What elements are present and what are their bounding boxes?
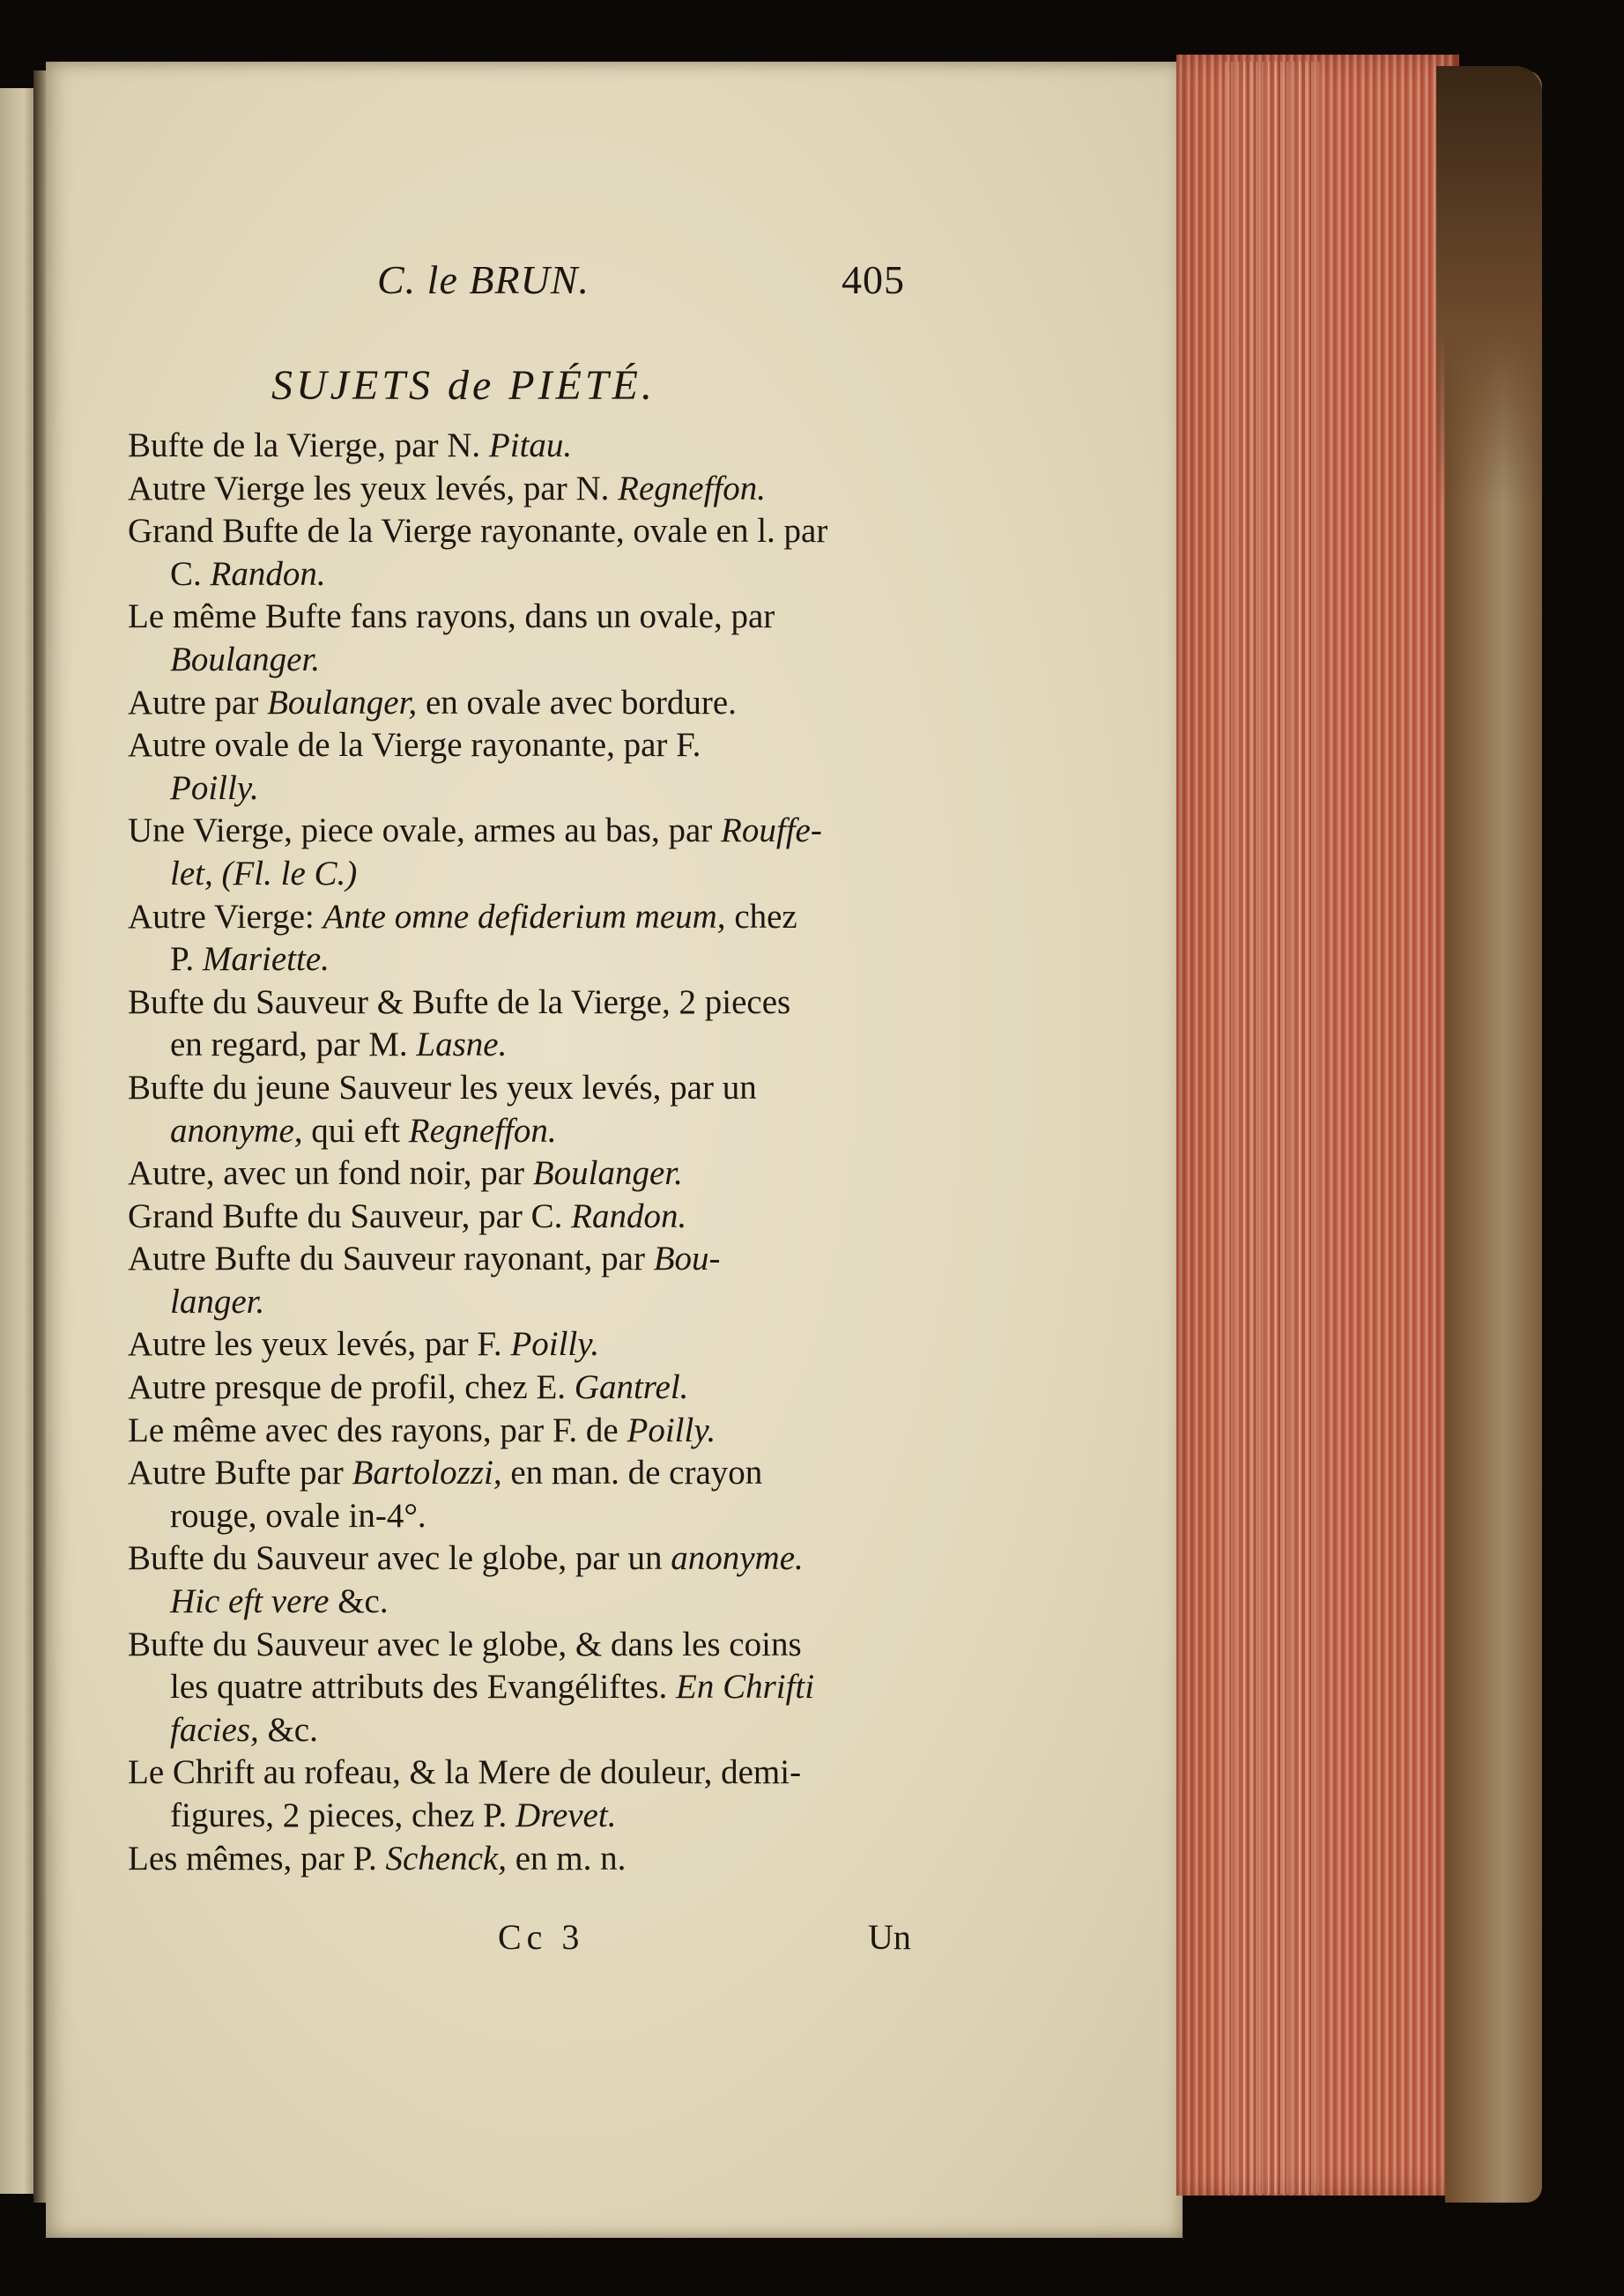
entry-text: Le Chrift au rofeau, & la Mere de douleur, demi- [128, 1753, 802, 1792]
italic-text: Poilly. [627, 1411, 716, 1449]
entry-text: Bufte du Sauveur & Bufte de la Vierge, 2 pieces [128, 982, 791, 1021]
entry-line [128, 1238, 921, 1281]
entry-text: Le même Bufte fans rayons, dans un ovale, par [128, 597, 775, 636]
catchword: Un [868, 1917, 911, 1957]
entry-line [128, 425, 921, 468]
entry-continuation-line [128, 553, 921, 596]
entry-text: Autre ovale de la Vierge rayonante, par F. [128, 726, 701, 765]
catalogue-entry [128, 810, 921, 895]
entry-list [128, 425, 921, 1880]
italic-text: Boulanger. [170, 640, 321, 678]
entry-text: en m. n. [506, 1839, 627, 1878]
catalogue-entry [128, 510, 921, 596]
section-title: SUJETS de PIÉTÉ. [271, 362, 656, 409]
entry-line [128, 1366, 921, 1410]
entry-line [128, 510, 921, 553]
italic-text: Regneffon. [408, 1111, 557, 1150]
entry-line [128, 724, 921, 767]
catalogue-entry [128, 1152, 921, 1196]
catalogue-entry [128, 682, 921, 725]
entry-continuation-line [128, 1581, 921, 1624]
catalogue-entry [128, 1238, 921, 1323]
entry-continuation-line [128, 853, 921, 896]
entry-continuation-line [128, 938, 921, 981]
entry-continuation-line [128, 1281, 921, 1324]
entry-text: Autre les yeux levés, par F. [128, 1325, 511, 1364]
catalogue-entry [128, 596, 921, 681]
entry-continuation-line [128, 767, 921, 811]
entry-continuation-line [128, 1666, 921, 1709]
italic-text: langer. [170, 1282, 265, 1321]
catalogue-entry [128, 896, 921, 981]
entry-line [128, 896, 921, 939]
italic-text: Poilly. [170, 768, 259, 807]
catalogue-entry [128, 1752, 921, 1837]
italic-text: Randon. [210, 554, 326, 593]
entry-line [128, 1537, 921, 1581]
catalogue-entry [128, 1452, 921, 1537]
italic-text: Boulanger, [267, 683, 418, 722]
page-number: 405 [842, 257, 905, 302]
italic-text: Hic eft vere [170, 1582, 330, 1621]
italic-text: En Chrifti [676, 1668, 815, 1707]
entry-line [128, 810, 921, 853]
entry-text: Le même avec des rayons, par F. de [128, 1411, 627, 1449]
entry-line [128, 682, 921, 725]
italic-text: Rouffe- [721, 811, 822, 850]
italic-text: Regneffon. [618, 469, 767, 507]
entry-text: en regard, par M. [170, 1026, 417, 1064]
entry-text: Grand Bufte de la Vierge rayonante, ovale en l. par [128, 512, 828, 551]
entry-text: Les mêmes, par P. [128, 1839, 386, 1878]
entry-text: Autre Bufte par [128, 1454, 352, 1492]
signature-mark: Cc 3 [498, 1917, 585, 1957]
entry-text: Bufte de la Vierge, par N. [128, 426, 489, 464]
entry-text: en man. de crayon [501, 1454, 763, 1492]
entry-text: &c. [258, 1710, 318, 1749]
italic-text: Mariette. [202, 940, 330, 979]
entry-text: chez [725, 897, 797, 936]
catalogue-entry [128, 1624, 921, 1752]
entry-text: Grand Bufte du Sauveur, par C. [128, 1196, 572, 1235]
entry-line [128, 1752, 921, 1795]
catalogue-entry [128, 425, 921, 468]
running-title: C. le BRUN. [377, 257, 590, 302]
entry-text: Bufte du Sauveur avec le globe, & dans les coins [128, 1625, 802, 1663]
entry-line [128, 1838, 921, 1881]
italic-text: Pitau. [488, 426, 573, 464]
catalogue-entry [128, 1410, 921, 1453]
entry-text: rouge, ovale in-4°. [170, 1496, 426, 1535]
entry-text: Une Vierge, piece ovale, armes au bas, par [128, 811, 722, 850]
catalogue-entry [128, 1067, 921, 1152]
entry-text: P. [170, 940, 203, 979]
catalogue-entry [128, 1196, 921, 1239]
entry-line [128, 596, 921, 639]
entry-line [128, 1323, 921, 1366]
entry-text: les quatre attributs des Evangéliftes. [170, 1668, 676, 1707]
entry-continuation-line [128, 639, 921, 682]
catalogue-entry [128, 1366, 921, 1410]
catalogue-entry [128, 1323, 921, 1366]
entry-continuation-line [128, 1495, 921, 1538]
entry-line [128, 1624, 921, 1667]
entry-text: C. [170, 554, 211, 593]
entry-continuation-line [128, 1709, 921, 1752]
entry-text: qui eft [302, 1111, 409, 1150]
entry-continuation-line [128, 1024, 921, 1067]
catalogue-entry [128, 1838, 921, 1881]
entry-text: en ovale avec bordure. [417, 683, 737, 722]
italic-text: Schenck, [385, 1839, 507, 1878]
entry-text: Bufte du jeune Sauveur les yeux levés, par un [128, 1068, 757, 1107]
entry-text: Autre Bufte du Sauveur rayonant, par [128, 1240, 654, 1278]
italic-text: facies, [170, 1710, 259, 1749]
catalogue-entry [128, 724, 921, 810]
italic-text: let, (Fl. le C.) [170, 854, 358, 892]
entry-text: Autre presque de profil, chez E. [128, 1368, 575, 1407]
italic-text: Boulanger. [532, 1154, 683, 1193]
italic-text: Bartolozzi, [352, 1454, 502, 1492]
italic-text: Ante omne defiderium meum, [323, 897, 726, 936]
entry-text: Autre Vierge: [128, 897, 323, 936]
italic-text: Poilly. [510, 1325, 600, 1364]
entry-text: figures, 2 pieces, chez P. [170, 1796, 516, 1834]
italic-text: Gantrel. [574, 1368, 689, 1407]
italic-text: Randon. [571, 1196, 687, 1235]
entry-line [128, 1410, 921, 1453]
entry-text: Bufte du Sauveur avec le globe, par un [128, 1539, 671, 1578]
entry-line [128, 1196, 921, 1239]
entry-line [128, 981, 921, 1025]
catalogue-entry [128, 468, 921, 511]
entry-text: Autre, avec un fond noir, par [128, 1154, 533, 1193]
catalogue-entry [128, 1537, 921, 1623]
italic-text: Lasne. [416, 1026, 508, 1064]
entry-line [128, 1152, 921, 1196]
catalogue-entry [128, 981, 921, 1067]
entry-line [128, 1067, 921, 1110]
entry-text: Autre par [128, 683, 268, 722]
italic-text: Bou- [653, 1240, 721, 1278]
entry-line [128, 1452, 921, 1495]
italic-text: Drevet. [515, 1796, 617, 1834]
entry-continuation-line [128, 1110, 921, 1153]
entry-text: Autre Vierge les yeux levés, par N. [128, 469, 619, 507]
entry-continuation-line [128, 1795, 921, 1838]
entry-line [128, 468, 921, 511]
entry-text: &c. [329, 1582, 389, 1621]
italic-text: anonyme, [170, 1111, 303, 1150]
italic-text: anonyme. [671, 1539, 804, 1578]
